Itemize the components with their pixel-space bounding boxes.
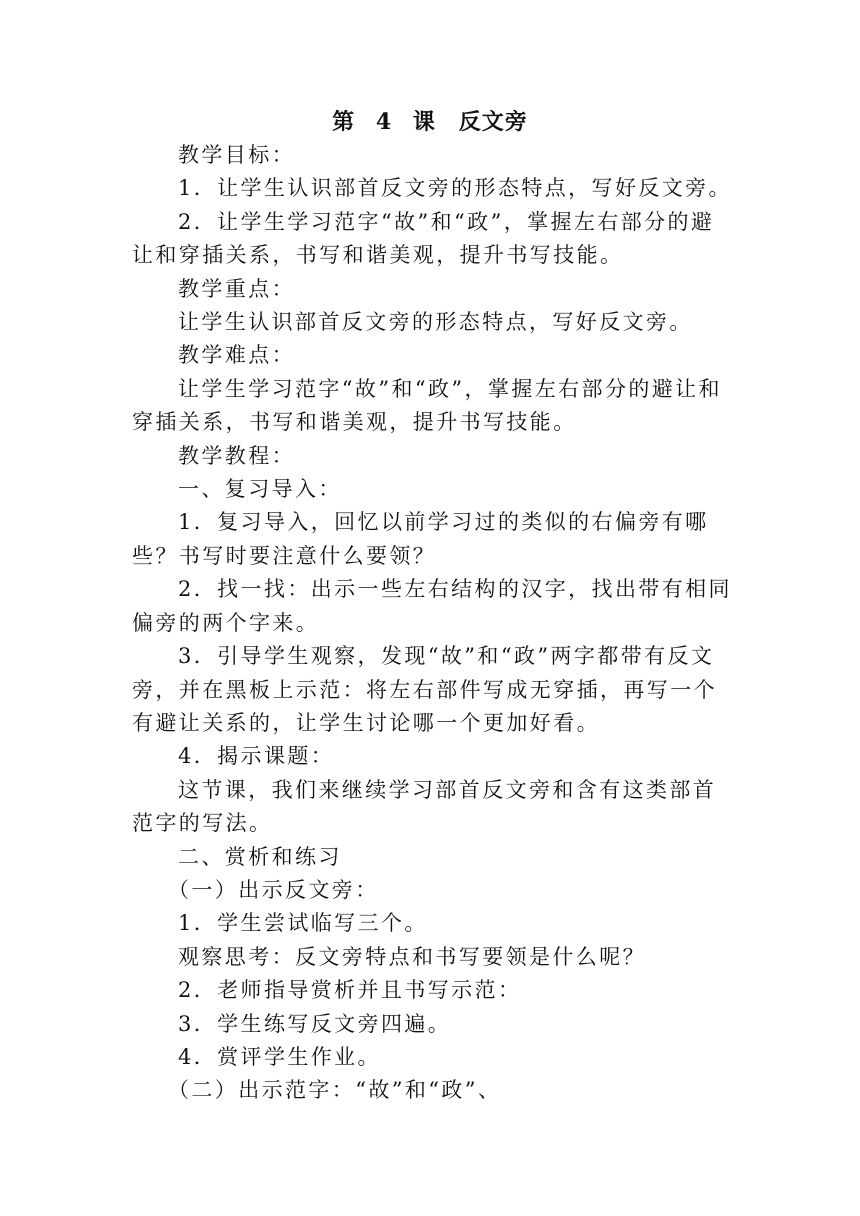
paragraph: 一、复习导入： (178, 477, 342, 502)
paragraph: 教学教程： (178, 443, 295, 468)
paragraph: 1．学生尝试临写三个。 (178, 911, 428, 936)
paragraph: 观察思考：反文旁特点和书写要领是什么呢？ (178, 944, 646, 969)
paragraph: 让学生学习范字“故”和“政”，掌握左右部分的避让和穿插关系，书写和谐美观，提升书写技能。 (132, 376, 722, 435)
paragraph: 二、赏析和练习 (178, 844, 342, 869)
paragraph: 教学难点： (178, 343, 295, 368)
paragraph: 2．让学生学习范字“故”和“政”，掌握左右部分的避让和穿插关系，书写和谐美观，提升书写技能。 (132, 209, 715, 268)
paragraph: 1．让学生认识部首反文旁的形态特点，写好反文旁。 (178, 176, 732, 201)
paragraph: 这节课，我们来继续学习部首反文旁和含有这类部首范字的写法。 (132, 777, 717, 836)
paragraph: 1．复习导入，回忆以前学习过的类似的右偏旁有哪些？书写时要注意什么要领？ (132, 510, 709, 568)
paragraph: 4．揭示课题： (178, 744, 335, 769)
lesson-body (132, 139, 732, 1108)
paragraph: 4．赏评学生作业。 (178, 1044, 381, 1069)
paragraph: 让学生认识部首反文旁的形态特点，写好反文旁。 (178, 310, 693, 335)
paragraph: 教学目标： (178, 143, 295, 167)
paragraph: 2．老师指导赏析并且书写示范： (178, 978, 522, 1003)
paragraph: 3．学生练写反文旁四遍。 (178, 1011, 452, 1036)
paragraph: （一）出示反文旁： (168, 877, 379, 902)
lesson-title: 第 4 课 反文旁 (332, 109, 528, 135)
paragraph: 2．找一找：出示一些左右结构的汉字，找出带有相同偏旁的两个字来。 (132, 577, 732, 635)
paragraph: （二）出示范字：“故”和“政”、 (168, 1078, 502, 1103)
paragraph: 教学重点： (178, 276, 295, 301)
paragraph: 3．引导学生观察，发现“故”和“政”两字都带有反文旁，并在黑板上示范：将左右部件写成无穿插，再写一个有避让关系的，让学生讨论哪一个更加好看。 (132, 644, 717, 735)
